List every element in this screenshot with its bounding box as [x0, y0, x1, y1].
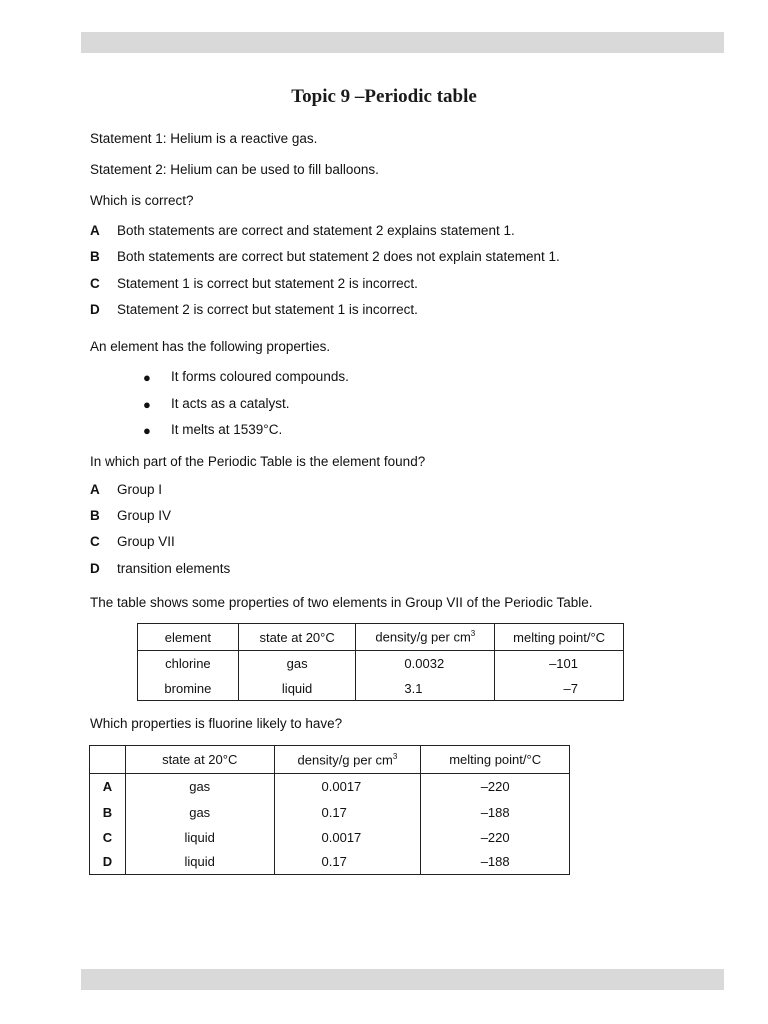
table-header-row: [90, 746, 570, 774]
statement-2: Statement 2: Helium can be used to fill balloons.: [90, 162, 379, 177]
table-cell: gas: [125, 774, 274, 800]
column-header: melting point/°C: [421, 746, 570, 774]
column-header: state at 20°C: [238, 624, 356, 651]
column-header: [90, 746, 126, 774]
table-cell: liquid: [238, 677, 356, 701]
table-row: [90, 800, 570, 825]
q1-option-text: Both statements are correct but statement 2 does not explain statement 1.: [117, 249, 560, 264]
table-row: [90, 850, 570, 875]
q1-option-letter: A: [90, 223, 100, 238]
table-cell: –101: [495, 651, 624, 677]
fluorine-options-table: [89, 745, 570, 875]
property-item: It forms coloured compounds.: [171, 369, 349, 384]
option-letter-cell: D: [90, 850, 126, 875]
table-cell: bromine: [138, 677, 239, 701]
q1-option-letter: B: [90, 249, 100, 264]
table-cell: –220: [421, 825, 570, 850]
table-header-row: [138, 624, 624, 651]
question-3-intro: The table shows some properties of two elements in Group VII of the Periodic Table.: [90, 595, 593, 610]
table-cell: gas: [125, 800, 274, 825]
table-cell: 3.1: [356, 677, 495, 701]
table-cell: –220: [421, 774, 570, 800]
q1-option-letter: C: [90, 276, 100, 291]
option-letter-cell: C: [90, 825, 126, 850]
property-item: It melts at 1539°C.: [171, 422, 283, 437]
property-item: It acts as a catalyst.: [171, 396, 290, 411]
q2-option-letter: A: [90, 482, 100, 497]
q1-option-text: Both statements are correct and statement 2 explains statement 1.: [117, 223, 515, 238]
table-row: [90, 825, 570, 850]
option-letter-cell: B: [90, 800, 126, 825]
q2-option-text: Group VII: [117, 534, 175, 549]
bullet-icon: ●: [143, 423, 151, 438]
q1-option-text: Statement 2 is correct but statement 1 is incorrect.: [117, 302, 418, 317]
table-cell: 0.17: [274, 850, 421, 875]
group-vii-properties-table: [137, 623, 624, 701]
q2-option-letter: C: [90, 534, 100, 549]
column-header: element: [138, 624, 239, 651]
column-header: density/g per $cm^3$: [274, 746, 421, 774]
question-2-prompt: In which part of the Periodic Table is the element found?: [90, 454, 426, 469]
page-title: Topic 9 –Periodic table: [291, 86, 477, 107]
column-header: melting point/°C: [495, 624, 624, 651]
column-header: density/g per $cm^3$: [356, 624, 495, 651]
table-row: [138, 651, 624, 677]
question-2-intro: An element has the following properties.: [90, 339, 331, 354]
statement-1: Statement 1: Helium is a reactive gas.: [90, 131, 318, 146]
bullet-icon: ●: [143, 370, 151, 385]
bullet-icon: ●: [143, 397, 151, 412]
table-cell: –188: [421, 800, 570, 825]
q2-option-letter: B: [90, 508, 100, 523]
table-cell: 0.0017: [274, 825, 421, 850]
table-cell: liquid: [125, 825, 274, 850]
q1-option-text: Statement 1 is correct but statement 2 is incorrect.: [117, 276, 418, 291]
q1-option-letter: D: [90, 302, 100, 317]
question-3-prompt: Which properties is fluorine likely to have?: [90, 716, 343, 731]
table-cell: liquid: [125, 850, 274, 875]
footer-bar: [81, 969, 724, 990]
q2-option-letter: D: [90, 561, 100, 576]
q2-option-text: Group I: [117, 482, 163, 497]
table-row: [90, 774, 570, 800]
table-cell: 0.0032: [356, 651, 495, 677]
table-cell: chlorine: [138, 651, 239, 677]
q2-option-text: Group IV: [117, 508, 172, 523]
column-header: state at 20°C: [125, 746, 274, 774]
table-cell: 0.17: [274, 800, 421, 825]
header-bar: [81, 32, 724, 53]
table-cell: –188: [421, 850, 570, 875]
option-letter-cell: A: [90, 774, 126, 800]
q2-option-text: transition elements: [117, 561, 231, 576]
question-1-prompt: Which is correct?: [90, 193, 194, 208]
table-cell: –7: [495, 677, 624, 701]
table-cell: 0.0017: [274, 774, 421, 800]
table-cell: gas: [238, 651, 356, 677]
table-row: [138, 677, 624, 701]
